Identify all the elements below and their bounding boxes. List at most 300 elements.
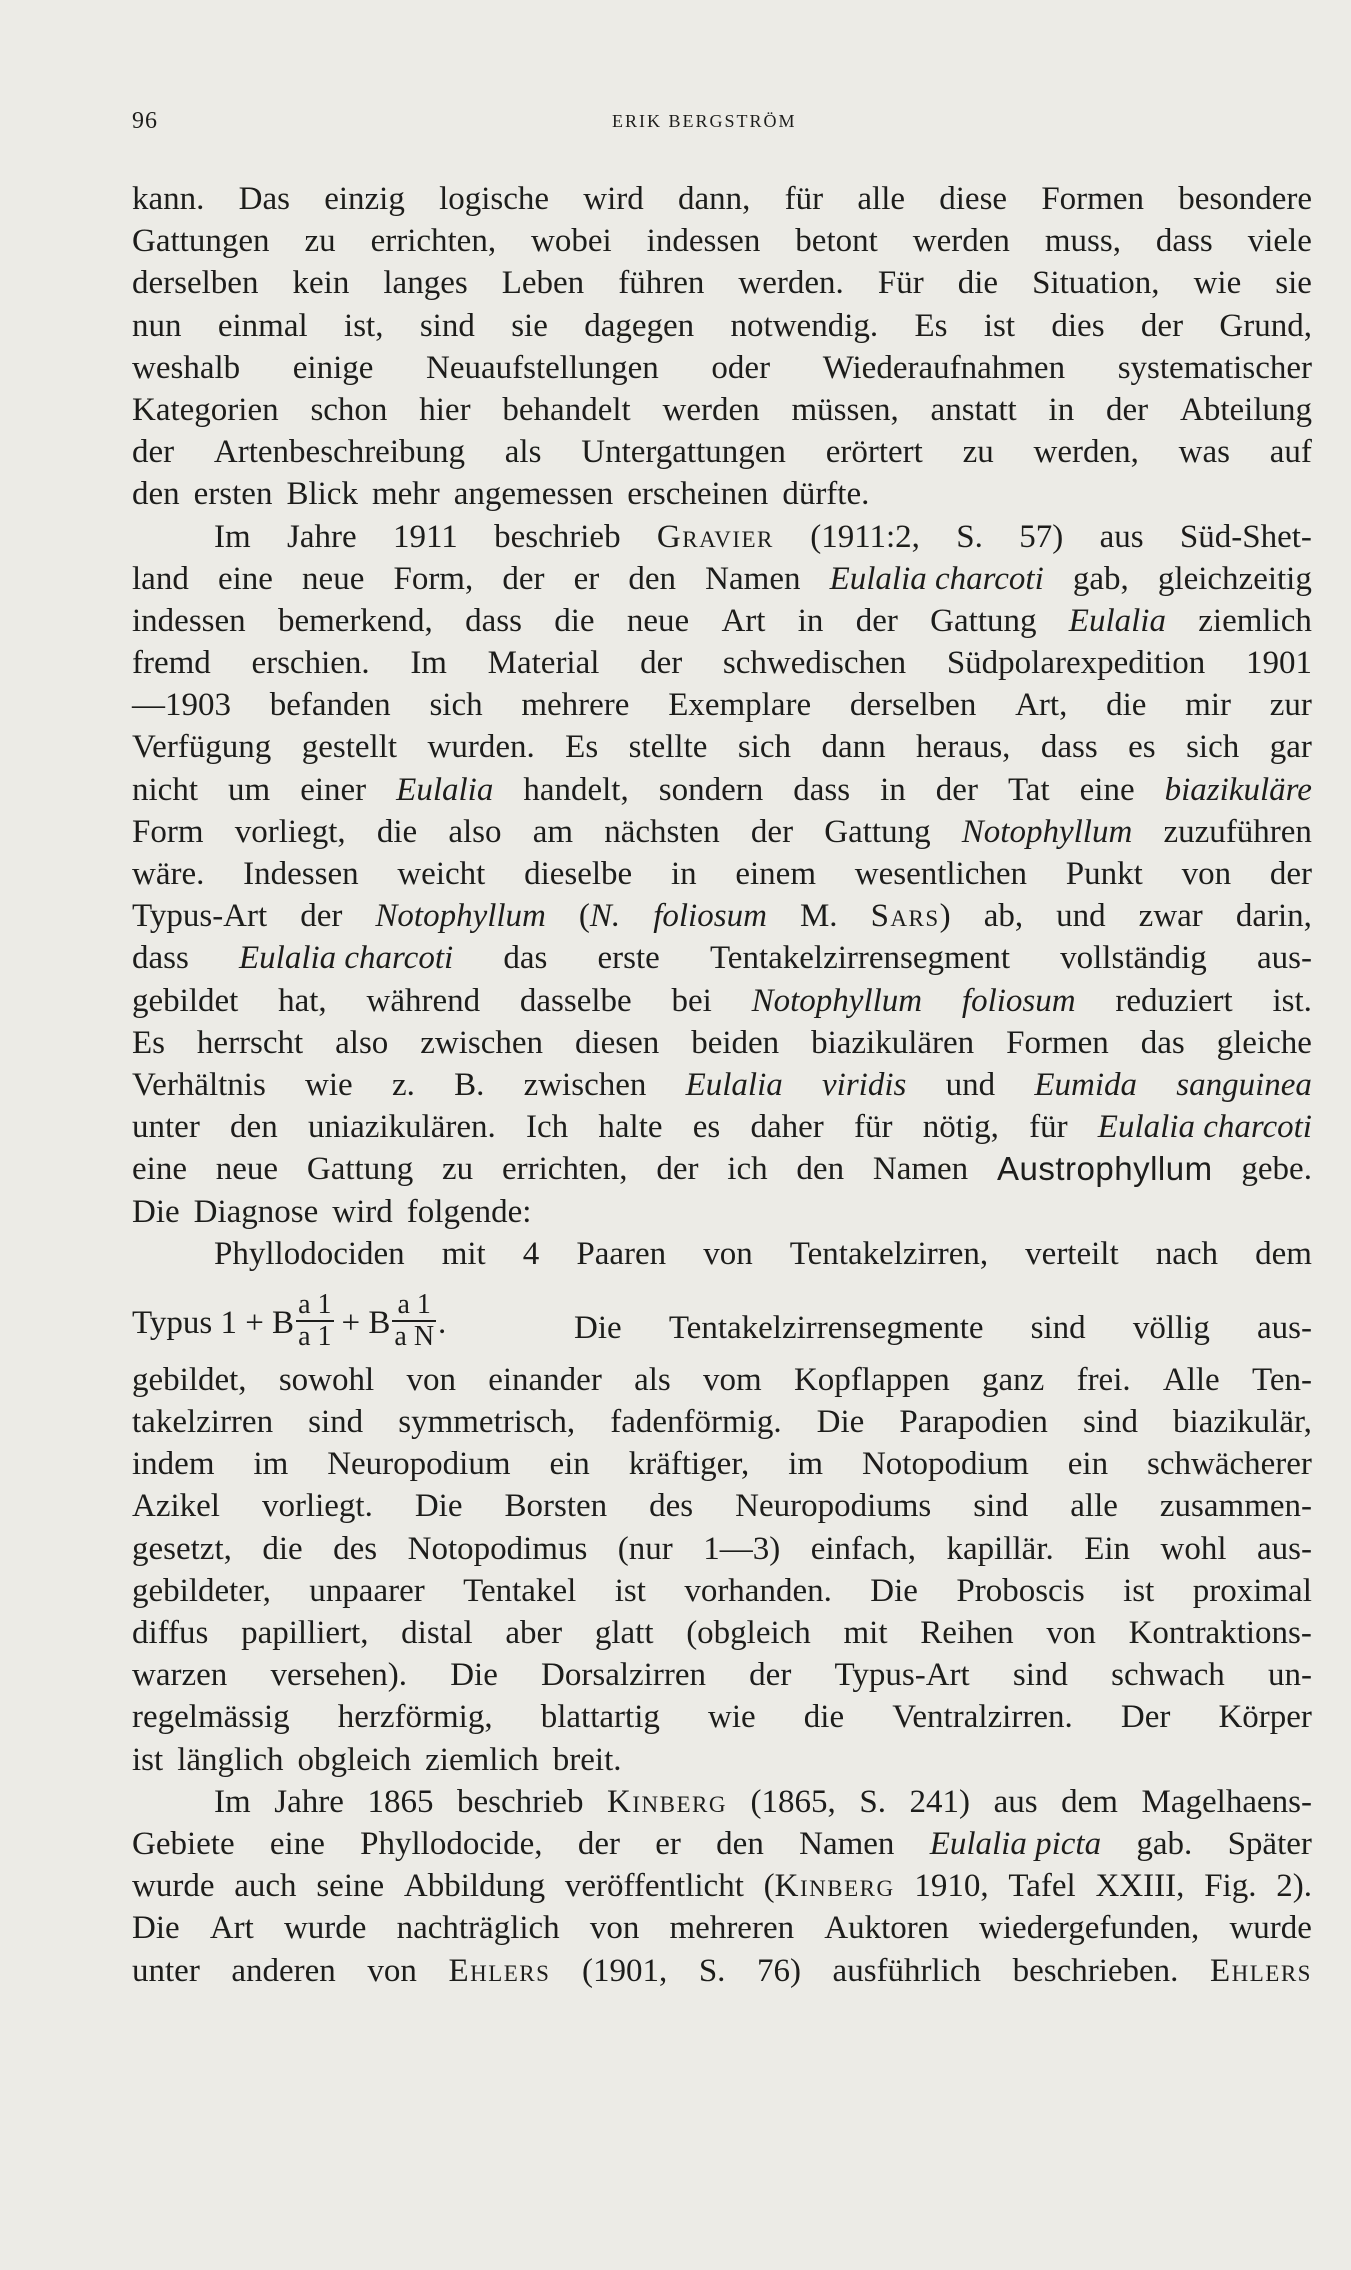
- word: heraus,: [916, 729, 1011, 766]
- text-line: [132, 937, 1312, 979]
- word: weicht: [397, 856, 486, 892]
- word: notwendig.: [730, 307, 879, 344]
- word: wurde: [132, 1868, 215, 1905]
- word: der: [300, 898, 343, 935]
- word: vorliegt,: [234, 813, 346, 850]
- word: 2).: [1276, 1868, 1312, 1905]
- word: kapillär.: [946, 1530, 1054, 1567]
- word: 76): [756, 1952, 801, 1989]
- text-line: [132, 980, 1312, 1022]
- word: Die: [870, 1572, 918, 1609]
- word: warzen: [132, 1657, 228, 1694]
- word: 4: [522, 1235, 540, 1272]
- word: während: [366, 982, 481, 1019]
- word: aus-: [1256, 1530, 1312, 1567]
- word: sie: [511, 307, 548, 344]
- word: alle: [857, 181, 906, 217]
- word: im: [788, 1446, 824, 1483]
- word: wesentlichen: [854, 856, 1028, 892]
- word: dies: [1051, 307, 1105, 344]
- word: was: [1178, 434, 1230, 471]
- text-line: [132, 1950, 1312, 1992]
- word: Tentakel: [463, 1572, 577, 1609]
- word: Für: [877, 265, 924, 302]
- word: viridis: [822, 1066, 907, 1103]
- word: vorliegt.: [261, 1488, 373, 1525]
- word: Artenbeschreibung: [213, 434, 465, 471]
- word: zwischen: [420, 1024, 544, 1061]
- word: nicht: [132, 771, 198, 808]
- word: unpaarer: [309, 1572, 425, 1609]
- word: der: [656, 1151, 699, 1188]
- word: viele: [1247, 223, 1312, 260]
- word: von: [406, 1361, 456, 1398]
- word: Die: [450, 1657, 498, 1694]
- word: mir: [1185, 687, 1231, 724]
- word: Gebiete: [132, 1825, 235, 1862]
- word: Form,: [393, 560, 474, 597]
- word: den: [628, 560, 677, 597]
- word: Verhältnis: [132, 1066, 266, 1103]
- word: folgende:: [406, 1193, 532, 1230]
- text-line: [132, 1233, 1312, 1275]
- word: herrscht: [196, 1024, 304, 1061]
- word: Abbildung: [403, 1868, 546, 1905]
- word: foliosum: [961, 982, 1076, 1019]
- word: gleiche: [1216, 1024, 1312, 1061]
- word: in: [670, 856, 697, 892]
- word: den: [716, 1825, 764, 1862]
- word: Typus-Art: [834, 1657, 970, 1694]
- word: wird: [583, 181, 644, 217]
- word: ganz: [982, 1361, 1045, 1398]
- word: erste: [597, 940, 660, 977]
- word: M.: [799, 898, 838, 935]
- text-line: [132, 1064, 1312, 1106]
- text-line: [132, 1401, 1312, 1443]
- word: 1865: [367, 1783, 434, 1820]
- word: Neuaufstellungen: [426, 349, 659, 386]
- word: der: [132, 434, 175, 471]
- word: Neuropodiums: [735, 1488, 932, 1525]
- word: sind: [973, 1488, 1029, 1525]
- text-line: [132, 220, 1312, 262]
- word: werden: [912, 223, 1010, 260]
- word: neue: [215, 1151, 279, 1188]
- word: ziemlich: [425, 1741, 539, 1778]
- word: (obgleich: [686, 1615, 811, 1651]
- word: gab.: [1136, 1825, 1193, 1862]
- word: Abteilung: [1180, 391, 1312, 428]
- word: wobei: [531, 223, 612, 260]
- word: aus: [1099, 518, 1144, 555]
- word: Südpolarexpedition: [946, 645, 1206, 682]
- word: Notophyllum: [375, 898, 546, 935]
- word: der: [750, 813, 794, 850]
- word: gab,: [1072, 560, 1129, 597]
- word: nun: [132, 307, 182, 344]
- text-line: [132, 1739, 1312, 1781]
- word: kräftiger,: [628, 1446, 750, 1483]
- word: beiden: [691, 1024, 780, 1061]
- word: um: [228, 771, 271, 808]
- word: Diagnose: [193, 1193, 319, 1230]
- word: ab,: [983, 898, 1024, 935]
- text-line: [132, 389, 1312, 431]
- word: systematischer: [1117, 349, 1312, 386]
- word: mit: [441, 1235, 486, 1272]
- word: errichten,: [370, 223, 497, 260]
- word: von: [367, 1952, 417, 1989]
- word: es: [1128, 729, 1156, 766]
- word: Namen: [705, 560, 801, 597]
- word: dagegen: [584, 307, 695, 344]
- text-line: [132, 1443, 1312, 1485]
- word: stellte: [628, 729, 708, 766]
- word: als: [634, 1361, 671, 1398]
- word: obgleich: [297, 1741, 412, 1778]
- word: die: [803, 1699, 845, 1736]
- word: 1901: [1245, 645, 1312, 682]
- text-block-after-formula: [132, 1359, 1312, 1992]
- word: völlig: [1132, 1309, 1210, 1346]
- word: betont: [795, 223, 878, 260]
- word: 57): [1019, 518, 1064, 555]
- text-line: [132, 1823, 1312, 1865]
- word: werden.: [738, 265, 844, 302]
- word: wie: [305, 1066, 353, 1103]
- word: die: [1106, 687, 1147, 724]
- word: Art: [209, 1910, 254, 1947]
- text-line: [132, 516, 1312, 558]
- word: glatt: [594, 1615, 654, 1651]
- word: sich: [429, 687, 483, 724]
- word: Reihen: [920, 1615, 1014, 1651]
- word: schwedischen: [722, 645, 907, 682]
- word: nötig,: [922, 1109, 999, 1146]
- word: einer: [300, 771, 367, 808]
- word: hat,: [278, 982, 327, 1019]
- word: ist: [1123, 1572, 1155, 1609]
- word: wie: [708, 1699, 756, 1736]
- word: der: [855, 602, 898, 639]
- word: erschien.: [251, 645, 370, 682]
- word: Notophyllum: [961, 813, 1133, 850]
- word: sind: [1082, 1404, 1138, 1441]
- word: der: [935, 771, 978, 808]
- word: Im: [410, 645, 447, 682]
- word: Eulalia: [1068, 602, 1166, 639]
- word: versehen).: [270, 1657, 407, 1694]
- word: gesetzt,: [132, 1530, 232, 1567]
- word: als: [504, 434, 542, 471]
- word: er: [573, 560, 600, 597]
- word: 241): [909, 1783, 971, 1820]
- word: (1901,: [582, 1952, 668, 1989]
- word: in: [880, 771, 906, 808]
- word: einander: [488, 1361, 602, 1398]
- word: Es: [565, 729, 599, 766]
- word: Situation,: [1032, 265, 1160, 302]
- word: Gattung: [824, 813, 931, 850]
- word: Borsten: [504, 1488, 608, 1525]
- word: das: [503, 940, 548, 977]
- word: aus-: [1257, 1309, 1312, 1346]
- word: biazikuläre: [1164, 771, 1312, 808]
- word: also: [448, 813, 502, 850]
- word: neue: [626, 602, 690, 639]
- text-line: [132, 684, 1312, 726]
- page-number: 96: [132, 108, 158, 134]
- word: also: [335, 1024, 389, 1061]
- word: Phyllodociden: [214, 1235, 405, 1272]
- formula-line: [132, 1281, 1312, 1359]
- word: Eulalia picta: [929, 1825, 1102, 1862]
- word: Formen: [1006, 1024, 1109, 1061]
- word: proximal: [1192, 1572, 1312, 1609]
- word: handelt,: [523, 771, 629, 808]
- word: wurden.: [427, 729, 535, 766]
- formula-line-text: [574, 1307, 1312, 1349]
- word: (nur: [617, 1530, 673, 1567]
- word: indessen: [646, 223, 761, 260]
- word: einem: [735, 856, 816, 892]
- word: (Kinberg: [763, 1868, 895, 1905]
- word: Notophyllum: [751, 982, 923, 1019]
- word: Tentakelzirren,: [789, 1235, 989, 1272]
- word: der: [1269, 856, 1312, 892]
- word: vollständig: [1060, 940, 1207, 977]
- word: Form: [132, 813, 204, 850]
- word: angemessen: [453, 476, 614, 513]
- word: Die: [574, 1309, 622, 1346]
- word: takelzirren: [132, 1404, 274, 1441]
- word: wird: [332, 1193, 393, 1230]
- word: mehrere: [521, 687, 630, 724]
- word: sich: [737, 729, 792, 766]
- word: wiedergefunden,: [979, 1910, 1200, 1947]
- formula-prefix: Typus 1 + B: [132, 1304, 295, 1341]
- word: führen: [618, 265, 705, 302]
- word: Gravier: [656, 518, 774, 555]
- word: Alle: [1162, 1361, 1220, 1398]
- word: dem: [1061, 1783, 1118, 1820]
- word: foliosum: [653, 898, 767, 935]
- word: ist,: [344, 307, 384, 344]
- word: Eulalia: [396, 771, 494, 808]
- word: von: [1046, 1615, 1096, 1651]
- word: Phyllodocide,: [360, 1825, 543, 1862]
- formula: [132, 1288, 447, 1353]
- word: zwischen: [523, 1066, 647, 1103]
- word: zu: [304, 223, 336, 260]
- word: neue: [302, 560, 365, 597]
- word: papilliert,: [241, 1615, 369, 1651]
- word: dem: [1255, 1235, 1312, 1272]
- word: schwächerer: [1147, 1446, 1312, 1483]
- word: gebe.: [1241, 1151, 1312, 1188]
- word: sind: [1012, 1657, 1068, 1694]
- word: anstatt: [930, 391, 1017, 428]
- word: einmal: [217, 307, 308, 344]
- word: die: [262, 1530, 303, 1567]
- word: von: [589, 1910, 640, 1947]
- word: der: [640, 645, 683, 682]
- word: Paaren: [576, 1235, 667, 1272]
- word: länglich: [177, 1741, 284, 1778]
- word: Im: [214, 1783, 251, 1820]
- word: sind: [419, 307, 475, 344]
- word: Die: [132, 1193, 180, 1230]
- word: auf: [1269, 434, 1312, 471]
- word: beschrieb: [457, 1783, 584, 1820]
- word: von: [1181, 856, 1232, 892]
- word: die: [957, 265, 999, 302]
- word: dass: [1155, 223, 1213, 260]
- page-header: [132, 108, 1312, 140]
- word: Formen: [1041, 181, 1144, 217]
- word: diffus: [132, 1615, 209, 1651]
- word: wurde: [283, 1910, 367, 1947]
- word: herzförmig,: [337, 1699, 493, 1736]
- word: mit: [843, 1615, 888, 1651]
- word: halte: [598, 1109, 663, 1146]
- word: Tentakelzirrensegment: [709, 940, 1010, 977]
- word: aber: [505, 1615, 563, 1651]
- word: Blick: [286, 476, 358, 513]
- word: dann: [821, 729, 886, 766]
- word: ist.: [1272, 982, 1312, 1019]
- word: des: [649, 1488, 694, 1525]
- word: (1911:2,: [810, 518, 920, 555]
- body-text: [132, 178, 1312, 1992]
- word: bemerkend,: [277, 602, 433, 639]
- text-line: [132, 1106, 1312, 1148]
- formula-plus: + B: [341, 1304, 391, 1341]
- word: dass: [1040, 729, 1098, 766]
- word: Parapodien: [899, 1404, 1048, 1441]
- word: Tafel: [1008, 1868, 1076, 1905]
- word: Eumida: [1034, 1066, 1137, 1103]
- word: S.: [859, 1783, 886, 1820]
- word: Namen: [799, 1825, 895, 1862]
- word: Eulalia charcoti: [1097, 1109, 1312, 1146]
- word: Art,: [1015, 687, 1068, 724]
- word: kann.: [132, 181, 205, 217]
- text-line: [132, 1528, 1312, 1570]
- word: dann,: [678, 181, 751, 217]
- word: für: [784, 181, 824, 217]
- text-line: [132, 600, 1312, 642]
- text-line: [132, 1612, 1312, 1654]
- word: daher: [750, 1109, 824, 1146]
- word: biazikulären: [811, 1024, 975, 1061]
- word: Die: [816, 1404, 865, 1441]
- word: diesen: [574, 1024, 660, 1061]
- word: den: [230, 1109, 278, 1146]
- word: von: [703, 1235, 753, 1272]
- word: Jahre: [287, 518, 357, 555]
- word: hier: [419, 391, 471, 428]
- word: ist: [614, 1572, 646, 1609]
- word: aus-: [1256, 940, 1312, 977]
- running-head: ERIK BERGSTRÖM: [612, 111, 797, 131]
- word: Kopflappen: [793, 1361, 950, 1398]
- word: erörtert: [825, 434, 923, 471]
- word: sind: [308, 1404, 364, 1441]
- word: dass: [793, 771, 851, 808]
- word: zwar: [1138, 898, 1203, 935]
- word: langes: [383, 265, 468, 302]
- text-line: [132, 262, 1312, 304]
- word: darin,: [1235, 898, 1312, 935]
- word: Grund,: [1219, 307, 1312, 344]
- word: ausführlich: [832, 1952, 981, 1989]
- text-line: [132, 1654, 1312, 1696]
- word: Der: [1120, 1699, 1171, 1736]
- word: besondere: [1178, 181, 1312, 217]
- word: ein: [549, 1446, 590, 1483]
- text-line: [132, 769, 1312, 811]
- word: schwach: [1111, 1657, 1225, 1694]
- word: Jahre: [274, 1783, 344, 1820]
- word: Neuropodium: [327, 1446, 511, 1483]
- word: ist: [983, 307, 1016, 344]
- word: er: [655, 1825, 681, 1862]
- word: Leben: [501, 265, 585, 302]
- word: eine: [269, 1825, 325, 1862]
- word: Sars): [870, 898, 951, 935]
- word: Es: [914, 307, 948, 344]
- word: symmetrisch,: [398, 1404, 576, 1441]
- word: wie: [1193, 265, 1242, 302]
- word: sind: [1030, 1309, 1086, 1346]
- word: Im: [214, 518, 251, 555]
- word: Ventralzirren.: [892, 1699, 1073, 1736]
- word: ziemlich: [1198, 602, 1312, 639]
- text-line: [132, 1359, 1312, 1401]
- word: indem: [132, 1446, 215, 1483]
- word: der: [1106, 391, 1149, 428]
- text-line: [132, 642, 1312, 684]
- text-line: [132, 1191, 1312, 1233]
- word: gestellt: [301, 729, 398, 766]
- word: (N.: [578, 898, 621, 935]
- word: Austrophyllum: [997, 1150, 1213, 1188]
- word: Notopodimus: [407, 1530, 588, 1567]
- word: B.: [454, 1066, 485, 1103]
- word: dürfte.: [782, 476, 870, 513]
- word: fremd: [132, 645, 211, 682]
- word: des: [333, 1530, 378, 1567]
- word: diese: [939, 181, 1008, 217]
- word: Fig.: [1204, 1868, 1257, 1905]
- word: das: [1140, 1024, 1185, 1061]
- word: behandelt: [502, 391, 631, 428]
- word: und: [945, 1066, 996, 1103]
- word: z.: [391, 1066, 415, 1103]
- word: verteilt: [1025, 1235, 1119, 1272]
- word: Dorsalzirren: [541, 1657, 706, 1694]
- word: 1911: [393, 518, 458, 555]
- text-line: [132, 431, 1312, 473]
- word: Notopodium: [861, 1446, 1029, 1483]
- word: alle: [1070, 1488, 1118, 1525]
- word: in: [797, 602, 824, 639]
- word: sowohl: [278, 1361, 375, 1398]
- word: mehreren: [669, 1910, 795, 1947]
- word: Ehlers: [448, 1952, 551, 1989]
